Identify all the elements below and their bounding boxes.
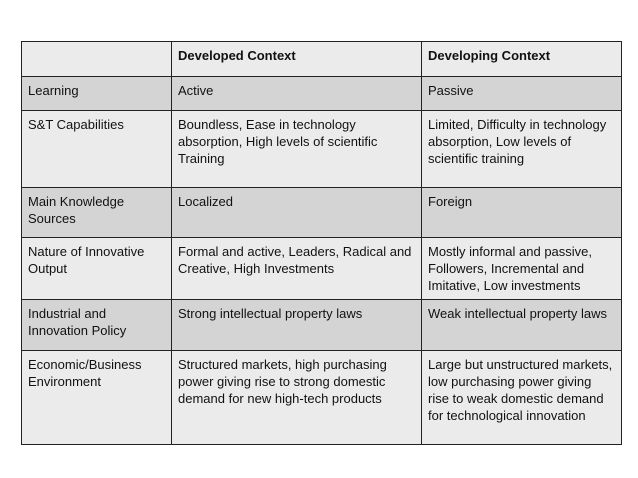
cell-developing-learning: Passive [422,77,622,111]
table-header-row [22,42,622,77]
cell-developing-st-capabilities: Limited, Difficulty in technology absorption, Low levels of scientific training [422,111,622,188]
cell-developed-innovation-policy: Strong intellectual property laws [172,300,422,351]
row-label-business-environment: Economic/Business Environment [22,351,172,445]
comparison-table [21,41,622,445]
cell-developed-st-capabilities: Boundless, Ease in technology absorption, High levels of scientific Training [172,111,422,188]
table-row-st-capabilities [22,111,622,188]
table-row-knowledge-sources [22,188,622,238]
row-label-st-capabilities: S&T Capabilities [22,111,172,188]
row-label-knowledge-sources: Main Knowledge Sources [22,188,172,238]
cell-developed-learning: Active [172,77,422,111]
header-empty-cell [22,42,172,77]
table-row-business-environment [22,351,622,445]
cell-developed-business-environment: Structured markets, high purchasing power giving rise to strong domestic demand for new high-tech products [172,351,422,445]
cell-developed-innovative-output: Formal and active, Leaders, Radical and Creative, High Investments [172,238,422,300]
header-developed-context: Developed Context [172,42,422,77]
table-row-innovative-output [22,238,622,300]
cell-developing-innovative-output: Mostly informal and passive, Followers, Incremental and Imitative, Low investments [422,238,622,300]
header-developing-context: Developing Context [422,42,622,77]
cell-developed-knowledge-sources: Localized [172,188,422,238]
row-label-innovation-policy: Industrial and Innovation Policy [22,300,172,351]
row-label-learning: Learning [22,77,172,111]
table-row-learning [22,77,622,111]
cell-developing-innovation-policy: Weak intellectual property laws [422,300,622,351]
table-row-innovation-policy [22,300,622,351]
cell-developing-knowledge-sources: Foreign [422,188,622,238]
row-label-innovative-output: Nature of Innovative Output [22,238,172,300]
cell-developing-business-environment: Large but unstructured markets, low purchasing power giving rise to weak domestic demand for technological innovation [422,351,622,445]
